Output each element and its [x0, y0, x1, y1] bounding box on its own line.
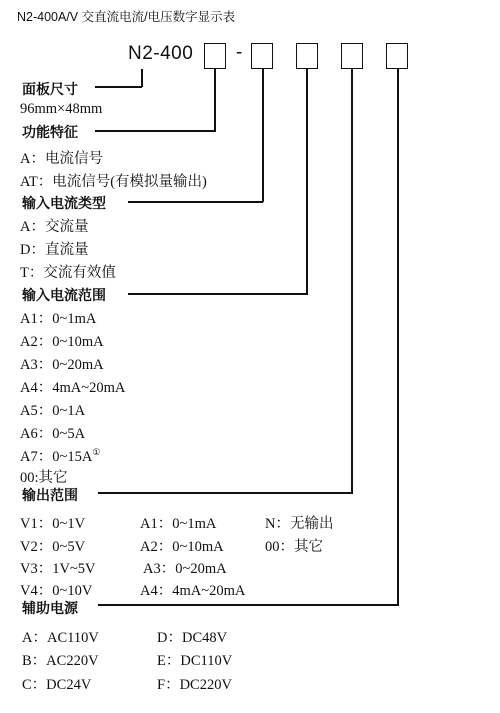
connector-input-type-h: [128, 201, 263, 203]
output-option: A4：4mA~20mA: [140, 583, 246, 599]
input-range-option: A3：0~20mA: [20, 357, 104, 373]
connector-aux-h: [98, 604, 399, 606]
input-range-option: A2：0~10mA: [20, 334, 104, 350]
input-range-option: A1：0~1mA: [20, 311, 97, 327]
input-range-option: A6：0~5A: [20, 426, 86, 442]
input-range-heading: 输入电流范围: [22, 288, 106, 304]
output-option: V1：0~1V: [20, 516, 86, 532]
panel-heading: 面板尺寸: [22, 82, 78, 98]
input-range-option: A5：0~1A: [20, 403, 86, 419]
input-type-option: T：交流有效值: [20, 265, 116, 281]
code-box-3: [296, 43, 318, 69]
aux-power-option: A：AC110V: [22, 630, 99, 646]
connector-panel-v: [141, 69, 143, 87]
aux-power-option: B：AC220V: [22, 653, 99, 669]
aux-power-option: D：DC48V: [157, 630, 228, 646]
input-range-option: 00:其它: [20, 470, 68, 486]
code-box-1: [204, 43, 226, 69]
function-option: A：电流信号: [20, 151, 103, 167]
input-type-option: A：交流量: [20, 219, 89, 235]
connector-input-type-v: [262, 69, 264, 202]
input-range-option: [20, 445, 100, 466]
output-option: A1：0~1mA: [140, 516, 217, 532]
connector-function-v: [214, 69, 216, 131]
connector-output-h: [98, 492, 353, 494]
output-option: 00：其它: [265, 539, 323, 555]
aux-power-option: E：DC110V: [157, 653, 233, 669]
input-type-heading: 输入电流类型: [22, 196, 106, 212]
aux-power-heading: 辅助电源: [22, 601, 78, 617]
code-box-5: [386, 43, 408, 69]
output-option: V3：1V~5V: [20, 561, 96, 577]
function-option: AT：电流信号(有模拟量输出): [20, 174, 207, 190]
output-option: V4：0~10V: [20, 583, 93, 599]
function-heading: 功能特征: [22, 125, 78, 141]
model-dash: -: [236, 42, 243, 63]
input-type-option: D：直流量: [20, 242, 89, 258]
input-range-option: A4：4mA~20mA: [20, 380, 126, 396]
connector-input-range-v: [306, 69, 308, 294]
connector-input-range-h: [128, 293, 308, 295]
output-option: A3：0~20mA: [143, 561, 227, 577]
input-range-option-text: A7：0~15A: [20, 449, 93, 465]
connector-function-h: [95, 130, 216, 132]
model-prefix: N2-400: [128, 43, 194, 64]
output-range-heading: 输出范围: [22, 488, 78, 504]
footnote-mark: ①: [92, 447, 101, 458]
aux-power-option: F：DC220V: [157, 677, 232, 693]
connector-aux-v: [397, 69, 399, 605]
code-box-2: [251, 43, 273, 69]
code-box-4: [341, 43, 363, 69]
aux-power-option: C：DC24V: [22, 677, 92, 693]
panel-value: 96mm×48mm: [20, 101, 103, 117]
connector-panel-h: [95, 86, 142, 88]
page-title: N2-400A/V 交直流电流/电压数字显示表: [17, 10, 236, 24]
output-option: A2：0~10mA: [140, 539, 224, 555]
connector-output-v: [351, 69, 353, 493]
output-option: V2：0~5V: [20, 539, 86, 555]
output-option: N：无输出: [265, 516, 334, 532]
